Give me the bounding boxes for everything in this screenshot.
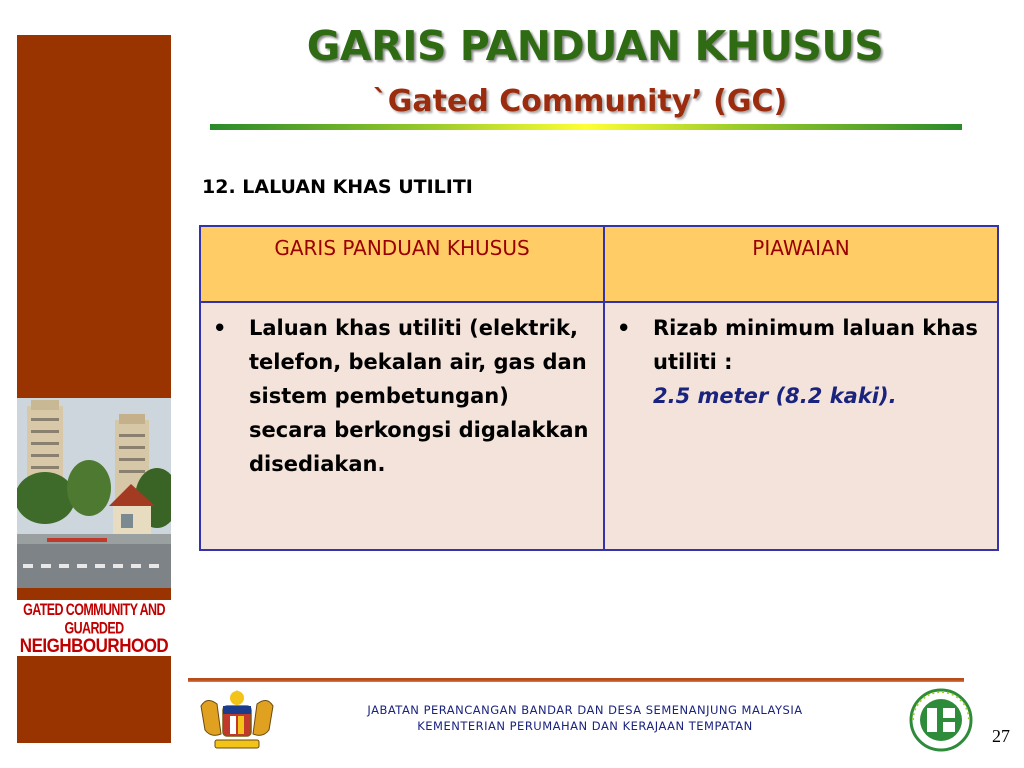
- header-piawaian: PIAWAIAN: [604, 226, 998, 302]
- photo-illustration: [17, 398, 171, 588]
- malaysia-crest-icon: [193, 686, 281, 752]
- section-heading: 12. LALUAN KHAS UTILITI: [202, 176, 473, 198]
- gated-community-photo: [17, 398, 171, 588]
- bullet-marker: •: [617, 316, 631, 340]
- footer-line1: JABATAN PERANCANGAN BANDAR DAN DESA SEMENANJUNG MALAYSIA: [367, 703, 803, 717]
- sidebar-label-line2: NEIGHBOURHOOD: [19, 634, 169, 657]
- slide-subtitle: `Gated Community’ (GC): [372, 84, 788, 119]
- slide-title: GARIS PANDUAN KHUSUS: [306, 22, 884, 70]
- page-number: 27: [992, 726, 1010, 746]
- standard-text: [653, 311, 987, 413]
- table-header-row: [200, 226, 998, 302]
- footer-line2: KEMENTERIAN PERUMAHAN DAN KERAJAAN TEMPATAN: [417, 719, 753, 733]
- guideline-text: Laluan khas utiliti (elektrik, telefon, bekalan air, gas dan sistem pembetungan) secara berkongsi digalakkan disediakan.: [249, 316, 589, 476]
- footer-organization: [300, 702, 870, 734]
- jpbd-logo-icon: [903, 688, 979, 752]
- cell-guideline: [200, 302, 604, 550]
- list-item: [211, 311, 593, 481]
- cell-standard: [604, 302, 998, 550]
- header-garis-panduan: GARIS PANDUAN KHUSUS: [200, 226, 604, 302]
- guideline-table: [199, 225, 999, 551]
- title-underline: [210, 124, 962, 130]
- footer-divider: [188, 678, 964, 682]
- standard-value: 2.5 meter (8.2 kaki).: [653, 384, 897, 408]
- table-row: [200, 302, 998, 550]
- standard-description: Rizab minimum laluan khas utiliti :: [653, 316, 978, 374]
- sidebar-label: [17, 600, 171, 656]
- list-item: [615, 311, 987, 413]
- sidebar-label-line1: GATED COMMUNITY AND GUARDED: [23, 600, 165, 638]
- bullet-marker: •: [213, 316, 227, 340]
